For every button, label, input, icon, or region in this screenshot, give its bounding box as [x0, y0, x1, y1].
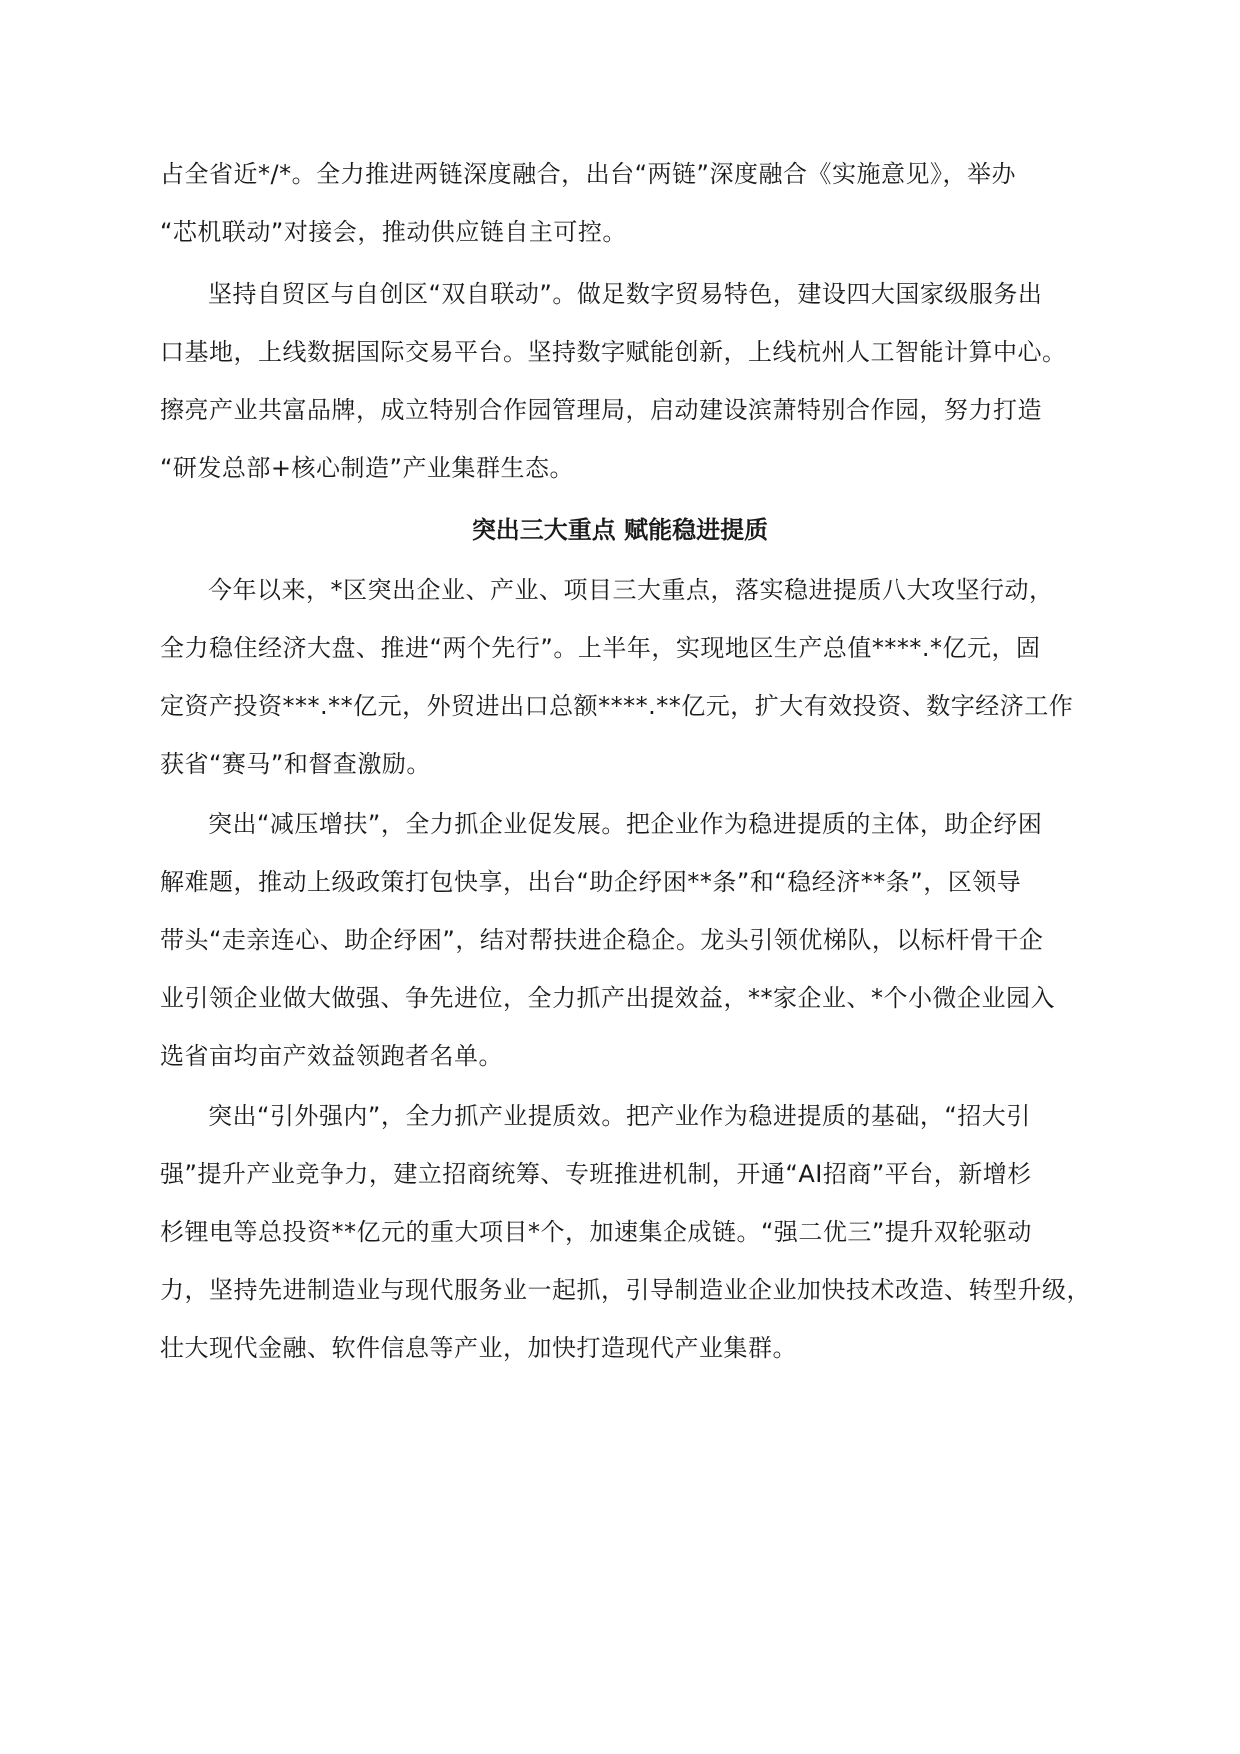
paragraph-line: 强”提升产业竞争力，建立招商统筹、专班推进机制，开通“AI招商”平台，新增杉	[160, 1160, 1032, 1188]
paragraph-line: 全力稳住经济大盘、推进“两个先行”。上半年，实现地区生产总值****.*亿元，固	[160, 634, 1041, 662]
paragraph-line: 突出“减压增扶”，全力抓企业促发展。把企业作为稳进提质的主体，助企纾困	[208, 810, 1043, 838]
paragraph-line: 今年以来，*区突出企业、产业、项目三大重点，落实稳进提质八大攻坚行动，	[208, 576, 1054, 604]
paragraph-line: 业引领企业做大做强、争先进位，全力抓产出提效益，**家企业、*个小微企业园入	[160, 984, 1055, 1012]
section-heading: 突出三大重点 赋能稳进提质	[471, 516, 769, 544]
paragraph-line: 选省亩均亩产效益领跑者名单。	[160, 1042, 503, 1070]
paragraph-line: 解难题，推动上级政策打包快享，出台“助企纾困**条”和“稳经济**条”，区领导	[160, 868, 1022, 896]
paragraph-line: 壮大现代金融、软件信息等产业，加快打造现代产业集群。	[160, 1334, 797, 1362]
paragraph-line: 擦亮产业共富品牌，成立特别合作园管理局，启动建设滨萧特别合作园，努力打造	[160, 396, 1042, 424]
paragraph-line: 定资产投资***.**亿元，外贸进出口总额****.**亿元，扩大有效投资、数字经济工作	[160, 692, 1074, 720]
paragraph-line: 口基地，上线数据国际交易平台。坚持数字赋能创新，上线杭州人工智能计算中心。	[160, 338, 1067, 366]
paragraph-line: 力，坚持先进制造业与现代服务业一起抓，引导制造业企业加快技术改造、转型升级，	[160, 1276, 1091, 1304]
paragraph-line: “研发总部+核心制造”产业集群生态。	[160, 454, 574, 482]
paragraph-line: “芯机联动”对接会，推动供应链自主可控。	[160, 218, 627, 246]
paragraph-line: 带头“走亲连心、助企纾困”，结对帮扶进企稳企。龙头引领优梯队，以标杆骨干企	[160, 926, 1044, 954]
paragraph-line: 获省“赛马”和督查激励。	[160, 750, 431, 778]
paragraph-line: 坚持自贸区与自创区“双自联动”。做足数字贸易特色，建设四大国家级服务出	[208, 280, 1043, 308]
paragraph-line: 突出“引外强内”，全力抓产业提质效。把产业作为稳进提质的基础，“招大引	[208, 1102, 1031, 1130]
paragraph-line: 杉锂电等总投资**亿元的重大项目*个，加速集企成链。“强二优三”提升双轮驱动	[160, 1218, 1032, 1246]
paragraph-line: 占全省近*/*。全力推进两链深度融合，出台“两链”深度融合《实施意见》，举办	[160, 160, 1016, 188]
